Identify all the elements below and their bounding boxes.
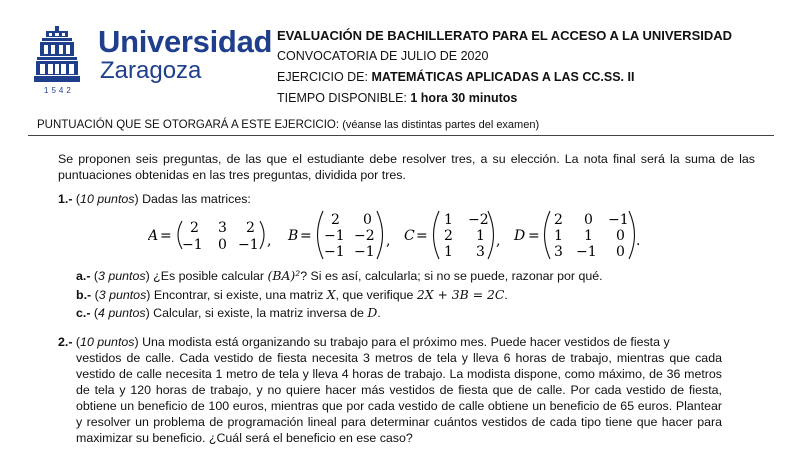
question-1a-points: 3 puntos [98,269,146,283]
intro-paragraph: Se proponen seis preguntas, de las que el estudiante debe resolver tres, a su elección. La nota final será la suma de las puntuaciones obtenidas en las tres preguntas, dividida por tres. [58,152,755,182]
question-1b-math2: 2X + 3B = 2C [416,287,505,302]
matrix-a-cell: 2 [246,220,255,236]
matrix-a-name: A [148,228,159,244]
matrix-a-cell: 2 [190,220,199,236]
question-1b-points: 3 puntos [98,288,147,302]
header-divider [28,135,774,136]
matrix-b-cell: −1 [324,228,345,244]
matrix-d-cell: −1 [608,212,629,228]
comma: , [386,233,391,249]
matrix-d-cell: 0 [584,212,593,228]
question-1c-text: Calcular, si existe, la matriz inversa de [149,306,368,320]
question-1c: c.- (4 puntos) Calcular, si existe, la matriz inversa de D. [76,305,381,320]
logo-university-text: Universidad [98,24,273,59]
question-1c-points: 4 puntos [98,306,146,320]
equals-sign: = [300,228,312,244]
matrix-b-left-paren [318,211,324,259]
matrix-c-right-paren [488,211,494,259]
matrix-c-name: C [404,228,415,244]
question-2-heading: 2.- (10 puntos) Una modista está organizando su trabajo para el próximo mes. Puede hacer vestidos de fiesta y [58,335,670,349]
logo-year: 1542 [44,86,74,95]
matrix-d-cell: 0 [616,228,625,244]
matrix-d-cell: −1 [576,244,597,260]
logo-city-text: Zaragoza [100,57,202,84]
question-1-text: Dadas las matrices: [138,192,251,206]
matrix-c [404,211,500,260]
matrix-d-cell: 1 [554,228,563,244]
equals-sign: = [416,228,428,244]
matrix-d-cell: 2 [554,212,563,228]
matrix-b-cell: 2 [331,212,340,228]
matrix-d-right-paren [629,211,635,259]
comma: , [267,233,272,249]
question-1b-text2: , que verifique [335,288,417,302]
matrix-b-name: B [288,228,299,244]
matrix-a-cell: 3 [218,220,227,236]
question-1a-math: (BA)² [267,268,301,283]
exam-convocatoria: CONVOCATORIA DE JULIO DE 2020 [277,49,489,63]
exam-subject [277,70,634,84]
question-1b-label: b.- [76,288,95,302]
time-label: TIEMPO DISPONIBLE: [277,91,411,105]
question-1-heading: 1.- (10 puntos) Dadas las matrices: [58,192,251,206]
question-1c-math: D [367,305,378,320]
period: . [636,233,641,249]
matrix-a-cell: −1 [182,237,203,253]
exam-title: EVALUACIÓN DE BACHILLERATO PARA EL ACCESO A LA UNIVERSIDAD [277,28,733,43]
question-1b-text: Encontrar, si existe, una matriz [150,288,327,302]
matrix-c-cell: 1 [444,212,453,228]
question-2-number: 2.- [58,335,76,349]
matrix-d-cell: 1 [584,228,593,244]
matrix-a-cell: 0 [218,237,227,253]
university-tower-logo [34,26,80,84]
matrix-d-cell: 3 [554,244,563,260]
matrix-d-left-paren [545,211,551,259]
matrix-d-name: D [514,228,526,244]
matrix-a [148,220,271,253]
equals-sign: = [160,228,172,244]
matrices-block [148,209,668,261]
score-label: PUNTUACIÓN QUE SE OTORGARÁ A ESTE EJERCICIO: [37,119,343,131]
exam-time [277,91,517,105]
question-1a-text: ¿Es posible calcular [149,269,268,283]
question-1a-text2: ? Si es así, calcularla; si no se puede, razonar por qué. [300,269,603,283]
question-2-points: 10 puntos [80,335,135,349]
matrix-c-cell: 2 [444,228,453,244]
subject-label: EJERCICIO DE: [277,70,372,84]
score-line [37,119,539,131]
question-1b-text3: . [504,288,508,302]
matrix-d-cell: 0 [616,244,625,260]
matrix-b-right-paren [377,211,383,259]
question-2-first-line: Una modista está organizando su trabajo para el próximo mes. Puede hacer vestidos de fiesta y [138,335,670,349]
question-1a: a.- (3 puntos) ¿Es posible calcular (BA)²? Si es así, calcularla; si no se puede, razonar por qué. [76,268,603,283]
matrix-b-cell: −1 [354,244,375,260]
matrix-c-cell: −2 [468,212,489,228]
question-1c-label: c.- [76,306,94,320]
time-value: 1 hora 30 minutos [410,91,518,105]
question-1b-math1: X [326,287,336,302]
question-1b: b.- (3 puntos) Encontrar, si existe, una matriz X, que verifique 2X + 3B = 2C. [76,287,508,302]
comma: , [496,233,501,249]
question-2-body: vestidos de calle. Cada vestido de fiesta necesita 3 metros de tela y lleva 6 horas de trabajo, mientras que cada vestido de calle necesita 1 metro de tela y lleva 4 horas de trabajo. La modista dispone, como máximo, de 36 metros de tela y 120 horas de trabajo, y no quiere hacer más vestidos de fiesta que de calle. Por cada vestido de fiesta, obtiene un beneficio de 100 euros, mientras que por cada vestido de calle obtiene un beneficio de 65 euros. Plantear y resolver un problema de programación lineal para determinar cuántos vestidos de cada tipo tiene que hacer para maximizar su beneficio. ¿Cuál será el beneficio en ese caso? [76,351,722,445]
matrix-a-cell: −1 [238,237,259,253]
matrix-c-cell: 3 [476,244,485,260]
matrix-c-left-paren [434,211,440,259]
score-note: (véanse las distintas partes del examen) [342,119,540,131]
question-1a-label: a.- [76,269,94,283]
equals-sign: = [528,228,540,244]
matrix-d [513,211,640,260]
question-1c-text2: . [377,306,381,320]
question-1-points: 10 puntos [80,192,135,206]
matrix-b-cell: −2 [354,228,375,244]
subject-value: MATEMÁTICAS APLICADAS A LAS CC.SS. II [371,70,635,84]
matrix-b-cell: 0 [363,212,372,228]
question-1-number: 1.- [58,192,76,206]
matrix-c-cell: 1 [476,228,485,244]
matrix-a-right-paren [260,221,264,249]
matrix-b [287,211,390,260]
matrix-b-cell: −1 [324,244,345,260]
matrix-c-cell: 1 [444,244,453,260]
